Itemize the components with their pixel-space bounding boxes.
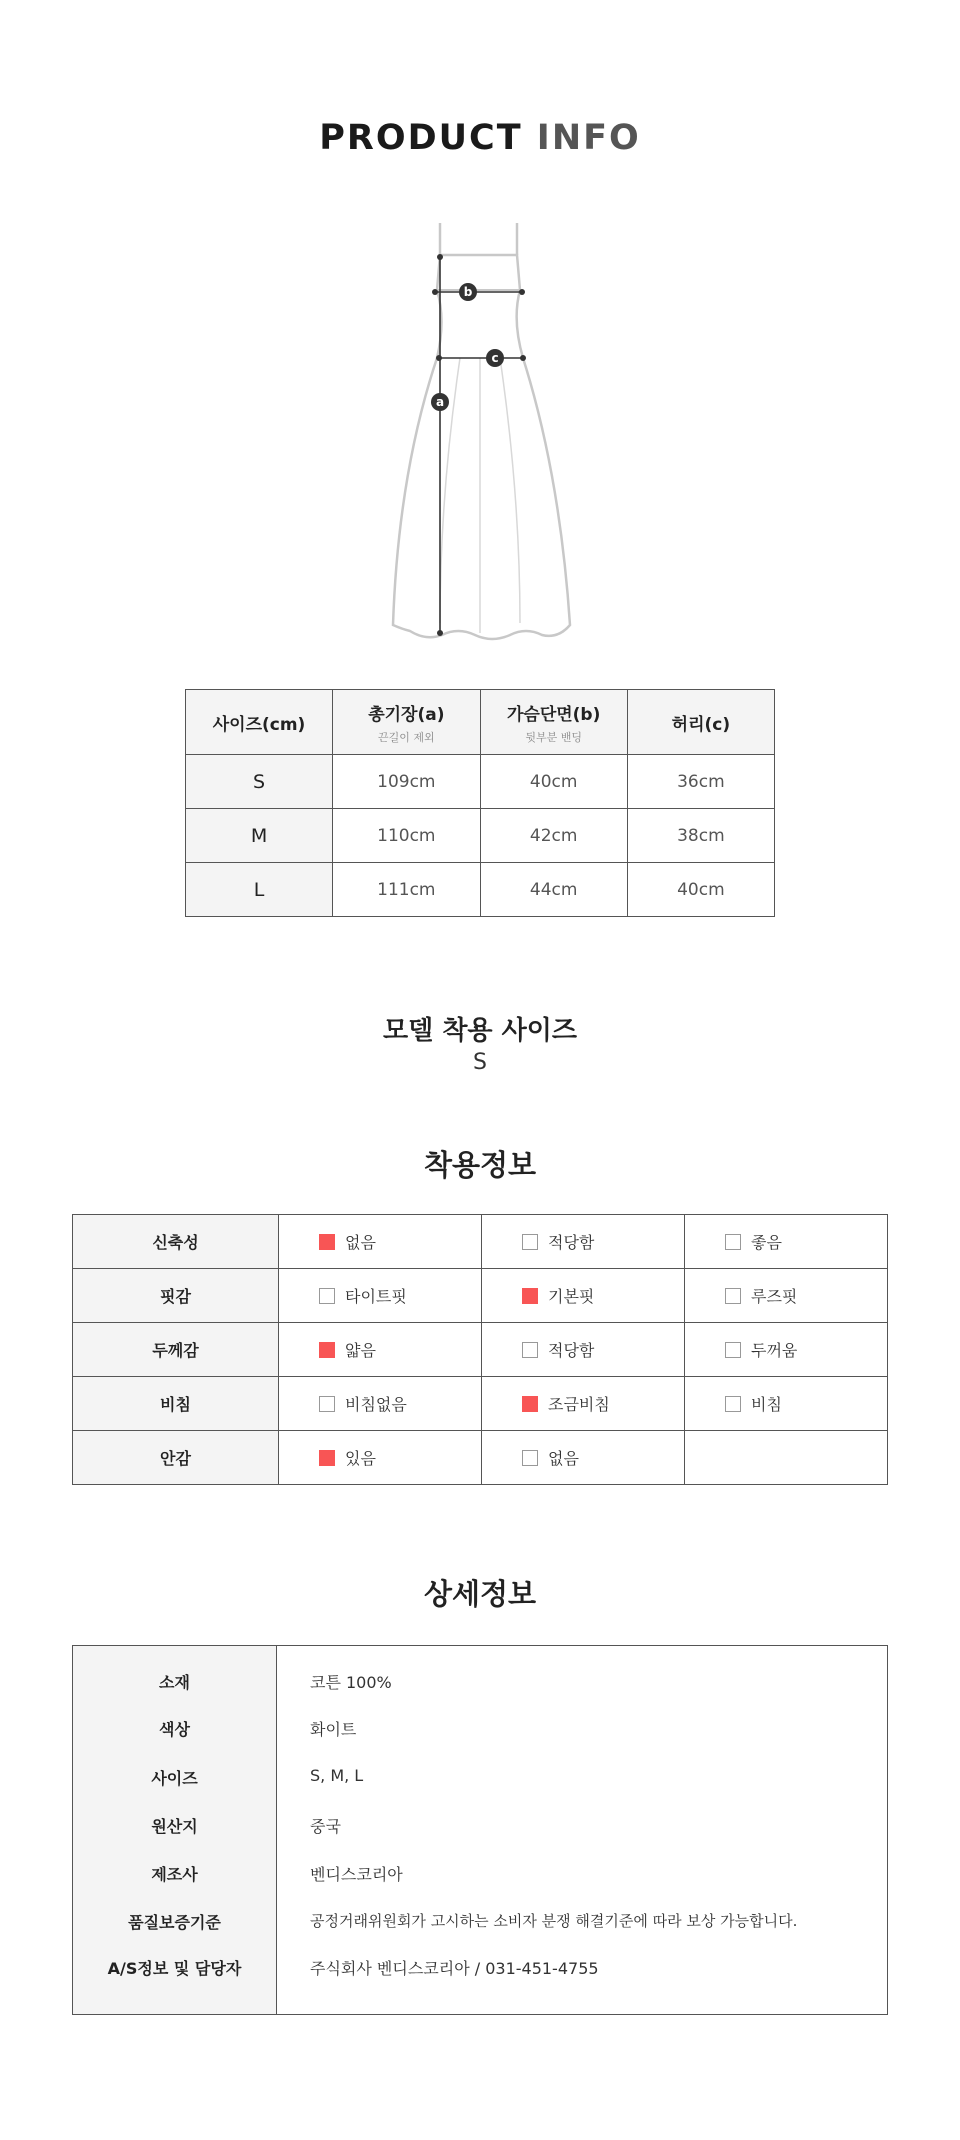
detail-row-origin [73, 1814, 887, 1844]
checkbox-empty-icon [319, 1396, 335, 1412]
detail-value: 공정거래위원회가 고시하는 소비자 분쟁 해결기준에 따라 보상 가능합니다. [310, 1912, 798, 1930]
row-size: M [186, 809, 333, 863]
detail-row-quality-warranty [73, 1910, 887, 1940]
checkbox-checked-icon [319, 1234, 335, 1250]
cell-chest: 42cm [480, 809, 627, 863]
header-waist: 허리(c) [627, 690, 774, 755]
cell-waist: 36cm [627, 755, 774, 809]
fit-label: 신축성 [73, 1215, 279, 1269]
detail-key: 품질보증기준 [128, 1913, 221, 1932]
row-size: S [186, 755, 333, 809]
detail-row-material [73, 1670, 887, 1700]
detail-key: 원산지 [151, 1817, 198, 1836]
fit-row-thickness [73, 1323, 888, 1377]
header-chest: 가슴단면(b) 뒷부분 밴딩 [480, 690, 627, 755]
detail-value: 코튼 100% [310, 1673, 392, 1692]
fit-option: 있음 [279, 1431, 482, 1485]
detail-row-color [73, 1717, 887, 1747]
fit-row-sheerness [73, 1377, 888, 1431]
title-word-info: INFO [536, 118, 641, 158]
table-row [186, 863, 775, 917]
title-word-product: PRODUCT [319, 118, 523, 158]
cell-length: 109cm [333, 755, 481, 809]
fit-option: 좋음 [685, 1215, 888, 1269]
header-total-length: 총기장(a) 끈길이 제외 [333, 690, 481, 755]
marker-c-label: c [491, 351, 499, 365]
fit-option: 조금비침 [482, 1377, 685, 1431]
model-size-value: S [473, 1050, 487, 1075]
header-total-length-note: 끈길이 제외 [378, 730, 435, 744]
checkbox-checked-icon [522, 1288, 538, 1304]
header-size: 사이즈(cm) [186, 690, 333, 755]
fit-option: 두꺼움 [685, 1323, 888, 1377]
detail-key: 소재 [159, 1673, 190, 1692]
checkbox-empty-icon [725, 1396, 741, 1412]
size-table-header-row [186, 690, 775, 755]
detail-key: 제조사 [151, 1865, 198, 1884]
detail-value: 벤디스코리아 [310, 1865, 403, 1884]
detail-key: 색상 [159, 1720, 190, 1739]
checkbox-empty-icon [725, 1234, 741, 1250]
fit-option: 루즈핏 [685, 1269, 888, 1323]
detail-value: 주식회사 벤디스코리아 / 031-451-4755 [310, 1959, 599, 1978]
detail-value: 중국 [310, 1817, 341, 1836]
fit-option: 적당함 [482, 1215, 685, 1269]
fit-row-fit [73, 1269, 888, 1323]
detail-info-table [72, 1645, 888, 2015]
detail-row-as-contact [73, 1956, 887, 1986]
cell-waist: 38cm [627, 809, 774, 863]
fit-option-empty [685, 1431, 888, 1485]
cell-length: 111cm [333, 863, 481, 917]
detail-value: S, M, L [310, 1766, 364, 1785]
fit-option: 없음 [279, 1215, 482, 1269]
fit-info-table [72, 1214, 888, 1485]
detail-key: A/S정보 및 담당자 [107, 1959, 242, 1978]
fit-label: 안감 [73, 1431, 279, 1485]
checkbox-empty-icon [725, 1288, 741, 1304]
table-row [186, 809, 775, 863]
marker-a-label: a [435, 395, 445, 409]
checkbox-checked-icon [522, 1396, 538, 1412]
model-size-title: 모델 착용 사이즈 [383, 1016, 577, 1046]
fit-label: 핏감 [73, 1269, 279, 1323]
checkbox-empty-icon [522, 1234, 538, 1250]
fit-option: 얇음 [279, 1323, 482, 1377]
checkbox-checked-icon [319, 1342, 335, 1358]
checkbox-checked-icon [319, 1450, 335, 1466]
table-row [186, 755, 775, 809]
fit-option: 비침없음 [279, 1377, 482, 1431]
cell-chest: 44cm [480, 863, 627, 917]
checkbox-empty-icon [522, 1342, 538, 1358]
header-chest-note: 뒷부분 밴딩 [525, 730, 582, 744]
fit-label: 비침 [73, 1377, 279, 1431]
fit-label: 두께감 [73, 1323, 279, 1377]
fit-option: 없음 [482, 1431, 685, 1485]
size-table [185, 689, 775, 917]
cell-chest: 40cm [480, 755, 627, 809]
checkbox-empty-icon [522, 1450, 538, 1466]
detail-row-size [73, 1766, 887, 1796]
fit-row-stretch [73, 1215, 888, 1269]
fit-option: 적당함 [482, 1323, 685, 1377]
cell-waist: 40cm [627, 863, 774, 917]
fit-option: 비침 [685, 1377, 888, 1431]
fit-row-lining [73, 1431, 888, 1485]
detail-key: 사이즈 [151, 1769, 198, 1788]
row-size: L [186, 863, 333, 917]
marker-b-label: b [463, 285, 473, 299]
checkbox-empty-icon [319, 1288, 335, 1304]
cell-length: 110cm [333, 809, 481, 863]
dress-measurement-diagram [380, 215, 580, 645]
fit-info-title: 착용정보 [423, 1148, 537, 1182]
detail-info-title: 상세정보 [423, 1577, 537, 1611]
fit-option: 타이트핏 [279, 1269, 482, 1323]
page-title [0, 118, 960, 158]
detail-row-manufacturer [73, 1862, 887, 1892]
checkbox-empty-icon [725, 1342, 741, 1358]
fit-option: 기본핏 [482, 1269, 685, 1323]
detail-value: 화이트 [310, 1720, 357, 1739]
